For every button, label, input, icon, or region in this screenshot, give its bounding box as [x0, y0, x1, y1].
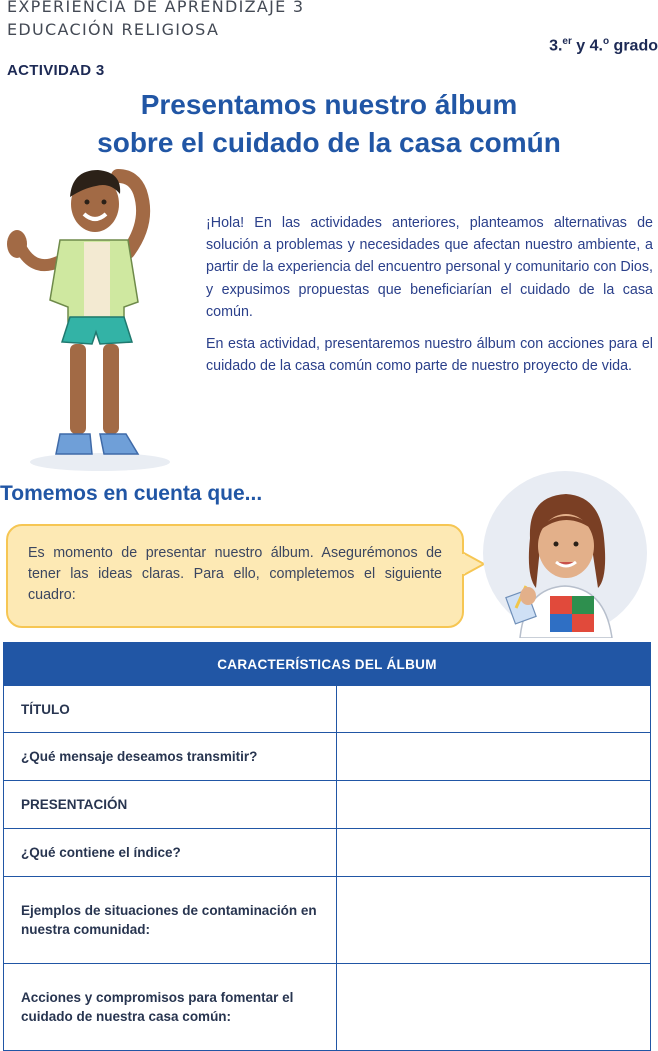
table-row [4, 733, 651, 781]
table-row-value-cell[interactable] [336, 686, 650, 733]
speech-bubble-text: Es momento de presentar nuestro álbum. Asegurémonos de tener las ideas claras. Para ello, completemos el siguiente cuadro: [28, 545, 442, 603]
table-row-label: TÍTULO [4, 686, 337, 733]
table-row [4, 781, 651, 829]
table-row-label: Acciones y compromisos para fomentar el cuidado de nuestra casa común: [4, 964, 337, 1051]
table-row-label: PRESENTACIÓN [4, 781, 337, 829]
activity-label: ACTIVIDAD 3 [7, 62, 105, 79]
table-row-value-cell[interactable] [336, 733, 650, 781]
page-title-line-1: Presentamos nuestro álbum [140, 89, 518, 120]
table-row-value-cell[interactable] [336, 877, 650, 964]
table-row-value-cell[interactable] [336, 781, 650, 829]
table-row-value-cell[interactable] [336, 829, 650, 877]
experience-header: EXPERIENCIA DE APRENDIZAJE 3 [7, 0, 305, 16]
grade-text-3: grado [609, 37, 658, 55]
girl-illustration [480, 468, 650, 638]
section-title: Tomemos en cuenta que... [0, 482, 263, 505]
album-characteristics-table [3, 642, 651, 1051]
subject-header: EDUCACIÓN RELIGIOSA [7, 20, 220, 39]
table-row-label: Ejemplos de situaciones de contaminación en nuestra comunidad: [4, 877, 337, 964]
boy-illustration [0, 162, 185, 472]
table-row [4, 686, 651, 733]
table-row-label: ¿Qué mensaje deseamos transmitir? [4, 733, 337, 781]
table-row [4, 829, 651, 877]
grade-sup-1: er [562, 36, 572, 47]
grade-label [549, 36, 658, 55]
table-header: CARACTERÍSTICAS DEL ÁLBUM [4, 643, 651, 686]
grade-text-1: 3. [549, 37, 563, 55]
table-row [4, 964, 651, 1051]
intro-paragraph-2: En esta actividad, presentaremos nuestro álbum con acciones para el cuidado de la casa común como parte de nuestro proyecto de vida. [206, 336, 653, 375]
table-row [4, 877, 651, 964]
page-title-line-2: sobre el cuidado de la casa común [97, 127, 561, 158]
table-row-label: ¿Qué contiene el índice? [4, 829, 337, 877]
grade-text-2: y 4. [571, 37, 603, 55]
intro-paragraph-1: ¡Hola! En las actividades anteriores, planteamos alternativas de solución a problemas y necesidades que afectan nuestro ambiente, a partir de la experiencia del encuentro personal y comunitario con Dios, y expusimos propuestas que beneficiarían el cuidado de la casa común. [206, 215, 653, 320]
table-row-value-cell[interactable] [336, 964, 650, 1051]
grade-sup-2: o [603, 36, 610, 47]
